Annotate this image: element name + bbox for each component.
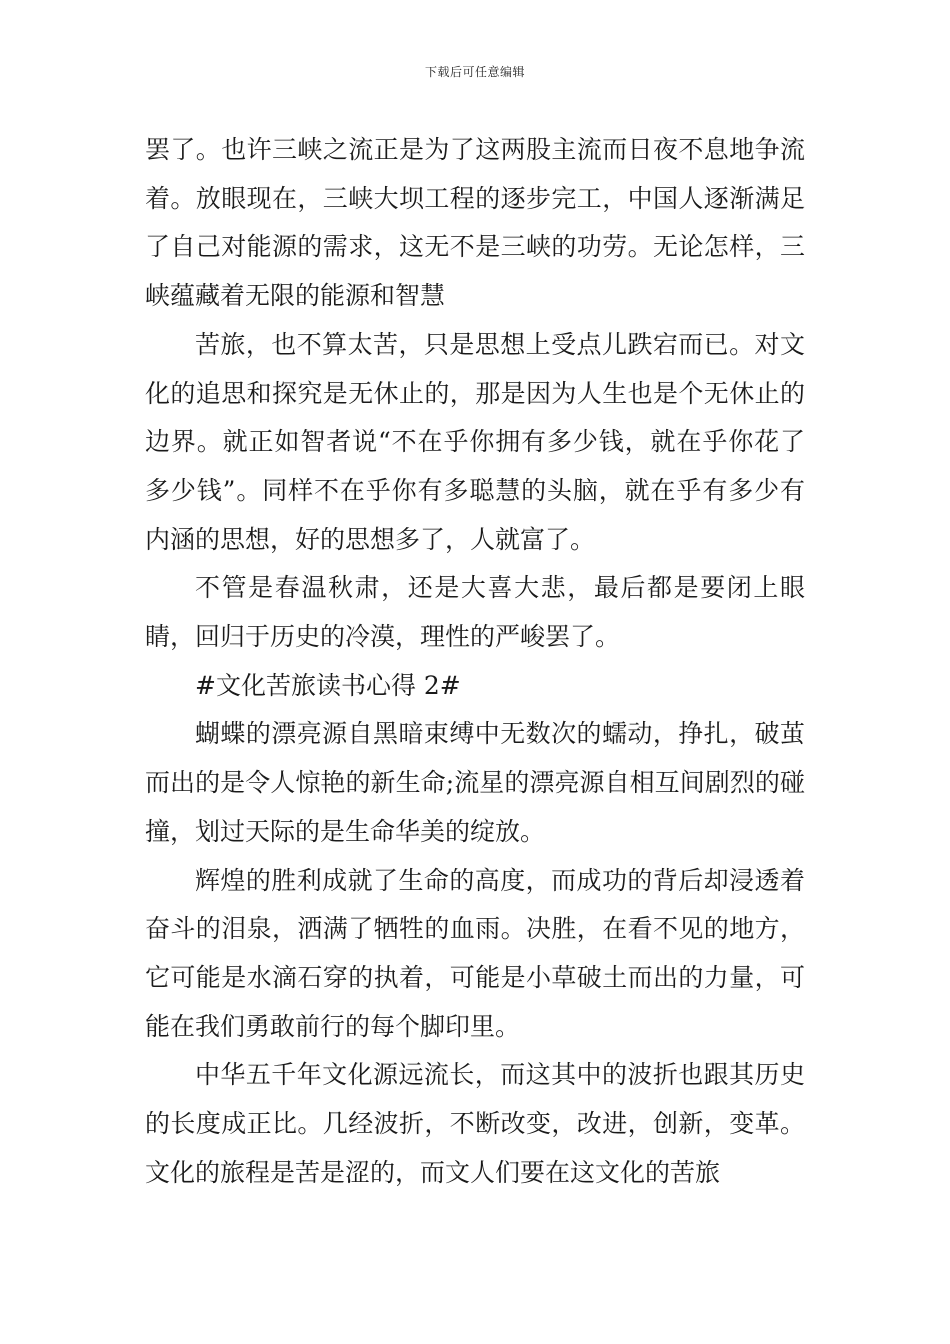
paragraph-1: 罢了。也许三峡之流正是为了这两股主流而日夜不息地争流着。放眼现在，三峡大坝工程的逐步完工，中国人逐渐满足了自己对能源的需求，这无不是三峡的功劳。无论怎样，三峡蕴藏着无限的能源和智慧: [145, 135, 805, 311]
page-header-note: 下载后可任意编辑: [424, 65, 525, 79]
section-heading: #文化苦旅读书心得 2#: [195, 670, 461, 700]
paragraph-6: 中华五千年文化源远流长，而这其中的波折也跟其历史的长度成正比。几经波折，不断改变，改进，创新，变革。文化的旅程是苦是涩的，而文人们要在这文化的苦旅: [145, 1060, 805, 1187]
paragraph-3: 不管是春温秋肃，还是大喜大悲，最后都是要闭上眼睛，回归于历史的冷漠，理性的严峻罢了。: [145, 573, 805, 652]
paragraph-2: 苦旅，也不算太苦，只是思想上受点儿跌宕而已。对文化的追思和探究是无休止的，那是因为人生也是个无休止的边界。就正如智者说“不在乎你拥有多少钱，就在乎你花了多少钱”。同样不在乎你有多聪慧的头脑，就在乎有多少有内涵的思想，好的思想多了，人就富了。: [145, 329, 805, 554]
paragraph-4: 蝴蝶的漂亮源自黑暗束缚中无数次的蠕动，挣扎，破茧而出的是令人惊艳的新生命;流星的漂亮源自相互间剧烈的碰撞，划过天际的是生命华美的绽放。: [145, 719, 805, 846]
document-body: [145, 126, 805, 1197]
paragraph-5: 辉煌的胜利成就了生命的高度，而成功的背后却浸透着奋斗的泪泉，洒满了牺牲的血雨。决胜，在看不见的地方，它可能是水滴石穿的执着，可能是小草破土而出的力量，可能在我们勇敢前行的每个脚印里。: [145, 865, 805, 1041]
